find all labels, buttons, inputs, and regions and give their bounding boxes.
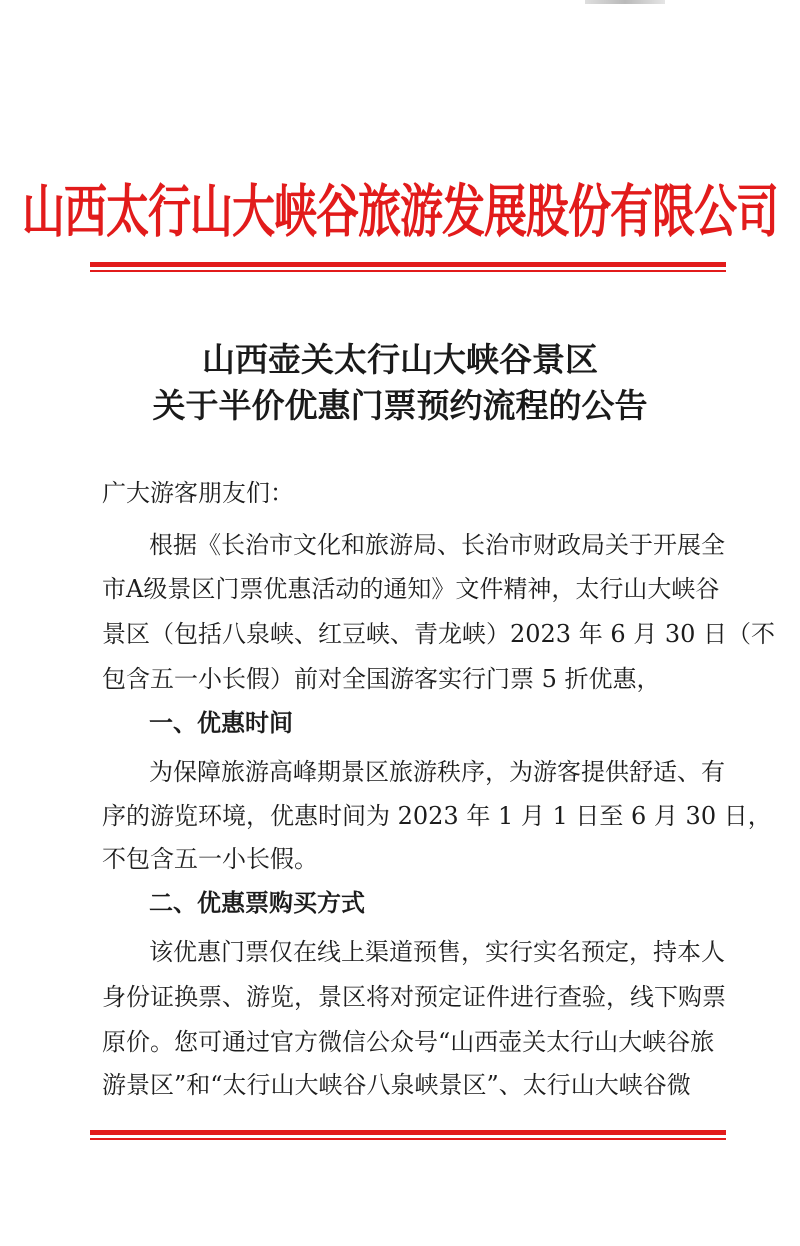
intro-line-2: 市A级景区门票优惠活动的通知》文件精神，太行山大峡谷: [102, 575, 720, 603]
intro-line-1: 根据《长治市文化和旅游局、长治市财政局关于开展全: [149, 531, 725, 559]
document-title-line2: 关于半价优惠门票预约流程的公告: [152, 386, 648, 425]
letterhead-red-rule: [90, 262, 726, 272]
section2-line-4: 游景区”和“太行山大峡谷八泉峡景区”、太行山大峡谷微: [102, 1071, 691, 1099]
section1-line-2: 序的游览环境，优惠时间为 2023 年 1 月 1 日至 6 月 30 日，: [102, 802, 772, 830]
section2-line-3: 原价。您可通过官方微信公众号“山西壶关太行山大峡谷旅: [102, 1028, 715, 1056]
section2-line-1: 该优惠门票仅在线上渠道预售，实行实名预定，持本人: [149, 938, 725, 966]
section1-heading: 一、优惠时间: [149, 709, 293, 737]
intro-line-4: 包含五一小长假）前对全国游客实行门票 5 折优惠，: [102, 665, 661, 693]
section2-line-2: 身份证换票、游览，景区将对预定证件进行查验，线下购票: [102, 983, 726, 1011]
document-title-line1: 山西壶关太行山大峡谷景区: [202, 340, 598, 379]
section1-line-1: 为保障旅游高峰期景区旅游秩序，为游客提供舒适、有: [149, 758, 725, 786]
scan-artifact: [585, 0, 665, 4]
footer-red-rule: [90, 1130, 726, 1140]
section1-line-3: 不包含五一小长假。: [102, 845, 318, 873]
document-title: [0, 337, 800, 429]
intro-line-3: 景区（包括八泉峡、红豆峡、青龙峡）2023 年 6 月 30 日（不: [102, 620, 776, 648]
salutation: 广大游客朋友们：: [102, 479, 294, 507]
letterhead-company-name: 山西太行山大峡谷旅游发展股份有限公司: [22, 179, 778, 246]
section2-heading: 二、优惠票购买方式: [149, 889, 365, 917]
